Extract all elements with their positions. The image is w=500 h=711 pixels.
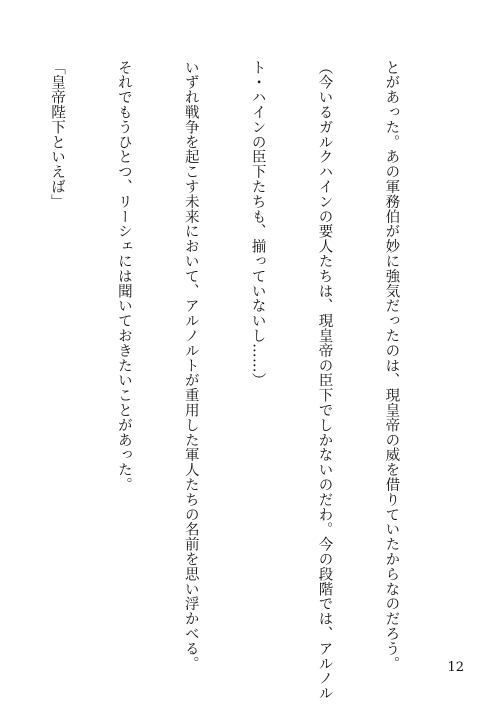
text-line: ト・ハインの臣下たちも、揃っていないし……） [249, 60, 266, 388]
text-line: それでもうひとつ、リーシェには聞いておきたいことがあった。 [115, 60, 132, 493]
text-line: （今いるガルクハインの要人たちは、現皇帝の臣下でしかないのだわ。今の段階では、アルノル [316, 60, 333, 701]
body-text [0, 60, 447, 701]
text-line: とがあった。あの軍務伯が妙に強気だったのは、現皇帝の威を借りていたからなのだろう。 [383, 60, 400, 671]
text-line: 「皇帝陛下といえば」 [48, 60, 65, 209]
page-number: 12 [447, 660, 464, 675]
text-line [0, 60, 1, 660]
text-line: いずれ戦争を起こす未来において、アルノルトが重用した軍人たちの名前を思い浮かべる。 [182, 60, 199, 671]
